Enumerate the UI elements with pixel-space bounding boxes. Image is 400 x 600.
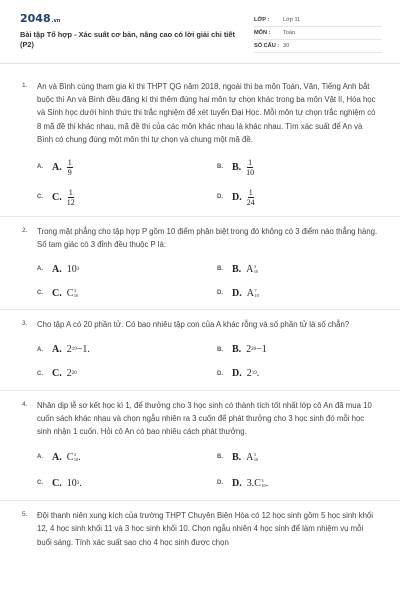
question-2 — [0, 217, 400, 310]
question-text: Đội thanh niên xung kích của trường THPT Chuyên Biên Hòa có 12 học sinh gồm 5 học sinh khối 12, 4 học sinh khối 11 và 3 học sinh khối 10. Chọn ngẫu nhiên 4 học sinh để làm nhiệm vụ mỗi buổi sáng. Tính xác suất sao cho 4 học sinh được chọn — [37, 511, 373, 547]
denominator: 24 — [246, 197, 255, 207]
meta-value: Toán — [283, 30, 296, 36]
question-number: 1. — [22, 82, 28, 89]
numerator: 1 — [68, 187, 73, 197]
symbol-base: C — [66, 451, 74, 463]
symbol-base: C — [254, 477, 261, 489]
power-exponent: 20 — [71, 371, 77, 377]
option-a[interactable] — [37, 158, 217, 177]
fraction — [67, 158, 73, 177]
power-base: 2 — [66, 368, 72, 380]
question-number: 5. — [22, 511, 28, 519]
arrangement-symbol — [246, 452, 258, 463]
option-label: B. — [232, 451, 242, 463]
symbol-prefix: 3. — [246, 477, 255, 489]
option-c[interactable] — [37, 188, 217, 207]
power-base: 2 — [246, 368, 252, 380]
option-a[interactable] — [37, 344, 217, 355]
symbol-top: 3 — [73, 288, 77, 294]
question-5 — [0, 501, 400, 553]
option-letter: B. — [217, 266, 223, 273]
option-c[interactable] — [37, 478, 217, 489]
symbol-top: 3 — [261, 478, 264, 484]
question-number: 4. — [22, 400, 28, 408]
meta-row-class — [254, 14, 382, 27]
option-letter: C. — [37, 370, 43, 377]
option-letter: B. — [217, 164, 223, 171]
option-letter: C. — [37, 290, 43, 297]
power-exponent: 20 — [251, 347, 257, 353]
option-d[interactable] — [217, 478, 397, 489]
power-tail: . — [79, 477, 82, 489]
symbol-bottom: 10 — [254, 293, 259, 299]
combination-symbol — [67, 452, 78, 463]
option-label: B. — [232, 344, 242, 356]
option-letter: D. — [217, 480, 223, 487]
document-meta-table — [254, 14, 382, 53]
option-label: B. — [232, 263, 242, 275]
power-tail: −1. — [76, 344, 90, 356]
symbol-top: 3 — [253, 264, 257, 270]
option-letter: D. — [217, 194, 223, 201]
meta-key: SỐ CÂU : — [254, 43, 280, 49]
symbol-base: A — [246, 263, 254, 275]
option-letter: D. — [217, 370, 223, 377]
symbol-bottom: 10 — [261, 483, 266, 489]
option-label: C. — [52, 191, 62, 203]
symbol-bottom: 10 — [253, 457, 259, 463]
symbol-top: 7 — [254, 288, 257, 294]
power-tail: . — [256, 368, 260, 380]
power-base: 2 — [66, 344, 72, 356]
symbol-base: A — [246, 287, 254, 299]
option-label: A. — [52, 263, 62, 275]
meta-key: MÔN : — [254, 30, 271, 36]
option-b[interactable] — [217, 264, 397, 275]
denominator: 9 — [67, 167, 72, 177]
logo-text: 2048 — [20, 12, 51, 25]
question-1 — [0, 72, 400, 217]
power-base: 2 — [246, 344, 252, 356]
answer-options — [0, 444, 400, 496]
option-c[interactable] — [37, 368, 217, 379]
power-exponent: 3 — [76, 266, 80, 272]
option-label: C. — [52, 368, 62, 380]
option-c[interactable] — [37, 288, 217, 299]
option-label: A. — [52, 344, 62, 356]
question-text: Trong mặt phẳng cho tập hợp P gồm 10 điểm phân biệt trong đó không có 3 điểm nào thẳng hàng. Số tam giác có 3 đỉnh đều thuộc P là: — [37, 227, 378, 250]
option-letter: B. — [217, 454, 223, 461]
question-3 — [0, 310, 400, 390]
fraction — [67, 188, 75, 207]
option-d[interactable] — [217, 188, 397, 207]
option-b[interactable] — [217, 158, 397, 177]
power-base: 10 — [66, 477, 77, 489]
meta-key: LỚP : — [254, 17, 270, 23]
fraction — [246, 158, 254, 177]
option-letter: C. — [37, 480, 43, 487]
arrangement-symbol — [246, 264, 258, 275]
option-a[interactable] — [37, 264, 217, 275]
symbol-base: C — [66, 287, 74, 299]
option-d[interactable] — [217, 368, 397, 379]
numerator: 1 — [248, 157, 253, 167]
question-number: 2. — [22, 227, 28, 235]
fraction — [247, 188, 255, 207]
symbol-bottom: 10 — [73, 457, 79, 463]
numerator: 1 — [67, 157, 72, 167]
option-a[interactable] — [37, 452, 217, 463]
power-base: 10 — [66, 263, 77, 275]
question-text: Cho tập A có 20 phần tử. Có bao nhiêu tập con của A khác rỗng và số phần tử là số chẵn? — [37, 320, 350, 330]
option-letter: A. — [37, 346, 43, 353]
answer-options — [0, 257, 400, 305]
symbol-top: 3 — [253, 452, 257, 458]
denominator: 10 — [246, 167, 255, 177]
site-logo[interactable] — [20, 12, 60, 25]
option-label: C. — [52, 287, 62, 299]
combination-symbol — [254, 478, 265, 489]
option-letter: A. — [37, 266, 43, 273]
option-label: D. — [232, 477, 242, 489]
option-label: D. — [232, 287, 242, 299]
option-b[interactable] — [217, 344, 397, 355]
option-label: B. — [232, 161, 242, 173]
question-text: An và Bình cùng tham gia kì thi THPT QG năm 2018, ngoài thi ba môn Toán, Văn, Tiếng Anh bắt buộc thì An và Bình đều đăng kí thi thêm đúng hai môn tự chọn khác trong ba môn Vật lí, Hóa học và Sinh học dưới hình thức thi trắc nghiệm để xét tuyển Đại Học. Mỗi môn tự chọn trắc nghiệm có 8 mã đề thi khác nhau, mã đề thi của các môn khác nhau là khác nhau. Tìm xác suất để An và Bình có chung đúng một môn thi tự chọn và chung một mã đề. — [37, 82, 376, 144]
arrangement-symbol — [247, 288, 259, 299]
answer-options — [0, 152, 400, 212]
option-letter: A. — [37, 454, 43, 461]
numerator: 1 — [248, 187, 253, 197]
answer-options — [0, 338, 400, 386]
option-b[interactable] — [217, 452, 397, 463]
power-exponent: 19 — [71, 347, 77, 353]
question-list — [0, 72, 400, 553]
power-exponent: 3 — [76, 480, 80, 486]
option-label: D. — [232, 368, 242, 380]
document-header — [0, 0, 400, 64]
question-number: 3. — [22, 320, 28, 328]
symbol-bottom: 10 — [73, 293, 79, 299]
option-d[interactable] — [217, 288, 397, 299]
meta-row-count — [254, 40, 382, 53]
meta-value: 30 — [283, 43, 290, 49]
logo-suffix: .vn — [51, 18, 61, 24]
option-label: C. — [52, 477, 62, 489]
symbol-base: A — [246, 451, 254, 463]
symbol-top: 3 — [73, 452, 77, 458]
option-label: A. — [52, 451, 62, 463]
option-letter: B. — [217, 346, 223, 353]
symbol-tail: . — [265, 477, 269, 489]
option-letter: D. — [217, 290, 223, 297]
symbol-tail: . — [78, 451, 81, 463]
denominator: 12 — [66, 197, 75, 207]
option-letter: C. — [37, 194, 43, 201]
question-4 — [0, 391, 400, 502]
power-tail: −1 — [256, 344, 267, 356]
document-title: Bài tập Tổ hợp - Xác suất cơ bản, nâng cao có lời giải chi tiết (P2) — [20, 30, 235, 49]
meta-value: Lớp 11 — [283, 17, 301, 23]
meta-row-subject — [254, 27, 382, 40]
question-text: Nhân dịp lễ sơ kết học kì 1, để thưởng cho 3 học sinh có thành tích tốt nhất lớp cô An đã mua 10 cuốn sách khác nhau và chọn ngẫu nhiên ra 3 cuốn để phát thưởng cho 3 học sinh đó mỗi học sinh nhận 1 cuốn. Hỏi cô An có bao nhiêu cách phát thưởng. — [37, 400, 372, 437]
option-label: A. — [52, 161, 62, 173]
symbol-bottom: 10 — [253, 269, 259, 275]
option-label: D. — [232, 191, 242, 203]
combination-symbol — [67, 288, 78, 299]
power-exponent: 19 — [251, 371, 257, 377]
option-letter: A. — [37, 164, 43, 171]
